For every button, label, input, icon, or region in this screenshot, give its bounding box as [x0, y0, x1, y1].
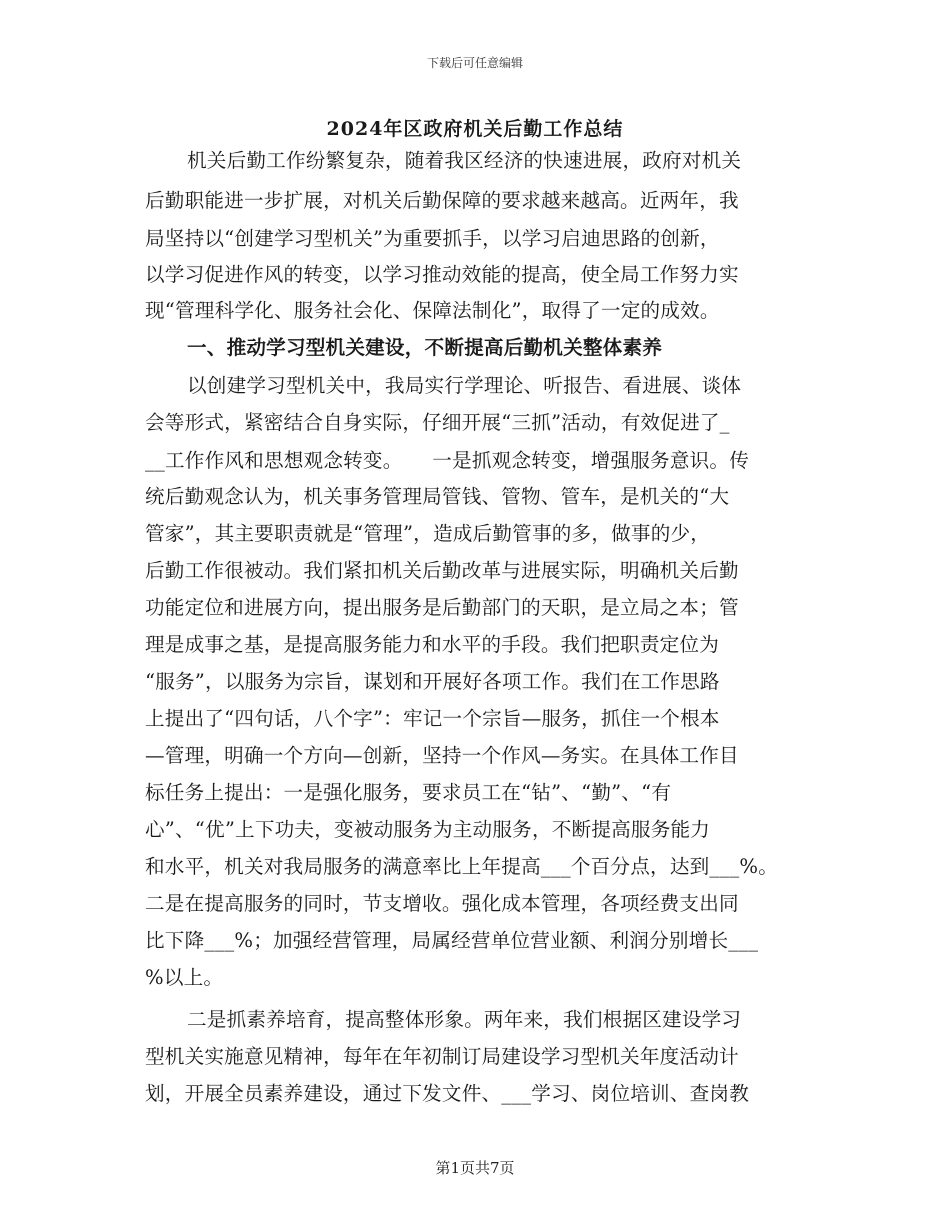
body-line-8: __工作作风和思想观念转变。 一是抓观念转变，增强服务意识。传: [145, 449, 750, 472]
body-line-7: 会等形式，紧密结合自身实际，仔细开展“三抓”活动，有效促进了_: [145, 411, 730, 434]
body-line-19: 和水平，机关对我局服务的满意率比上年提高___个百分点，达到___%。: [145, 855, 779, 878]
body-line-15: 上提出了“四句话，八个字”：牢记一个宗旨—服务，抓住一个根本: [145, 707, 720, 730]
header-note: 下载后可任意编辑: [426, 56, 523, 70]
body-line-20: 二是在提高服务的同时，节支增收。强化成本管理，各项经费支出同: [145, 892, 739, 915]
body-line-3: 局坚持以“创建学习型机关”为重要抓手，以学习启迪思路的创新，: [145, 227, 720, 250]
body-line-17: 标任务上提出：一是强化服务，要求员工在“钻”、“勤”、“有: [145, 781, 672, 804]
body-line-21: 比下降___%；加强经营管理，局属经营单位营业额、利润分别增长___: [145, 929, 759, 952]
body-line-9: 统后勤观念认为，机关事务管理局管钱、管物、管车，是机关的“大: [145, 485, 730, 508]
section-heading-1: 一、推动学习型机关建设，不断提高后勤机关整体素养: [187, 336, 663, 359]
body-line-14: “服务”，以服务为宗旨，谋划和开展好各项工作。我们在工作思路: [145, 670, 720, 693]
body-line-1: 机关后勤工作纷繁复杂，随着我区经济的快速进展，政府对机关: [187, 149, 742, 172]
body-line-25: 划，开展全员素养建设，通过下发文件、___学习、岗位培训、查岗教: [145, 1082, 750, 1105]
body-line-22: %以上。: [145, 966, 224, 989]
body-line-24: 型机关实施意见精神，每年在年初制订局建设学习型机关年度活动计: [145, 1045, 739, 1068]
body-line-11: 后勤工作很被动。我们紧扣机关后勤改革与进展实际，明确机关后勤: [145, 559, 739, 582]
body-line-4: 以学习促进作风的转变，以学习推动效能的提高，使全局工作努力实: [145, 263, 739, 286]
body-line-23: 二是抓素养培育，提高整体形象。两年来，我们根据区建设学习: [187, 1008, 742, 1031]
body-line-2: 后勤职能进一步扩展，对机关后勤保障的要求越来越高。近两年，我: [145, 189, 739, 212]
body-line-10: 管家”，其主要职责就是“管理”，造成后勤管事的多，做事的少，: [145, 522, 711, 545]
body-line-18: 心”、“优”上下功夫，变被动服务为主动服务，不断提高服务能力: [145, 818, 711, 841]
body-line-12: 功能定位和进展方向，提出服务是后勤部门的天职，是立局之本；管: [145, 596, 739, 619]
document-title: 2024年区政府机关后勤工作总结: [326, 118, 624, 140]
body-line-16: —管理，明确一个方向—创新，坚持一个作风—务实。在具体工作目: [145, 744, 739, 767]
page-number: 第1页共7页: [435, 1159, 515, 1177]
body-line-5: 现“管理科学化、服务社会化、保障法制化”，取得了一定的成效。: [145, 299, 720, 322]
body-line-6: 以创建学习型机关中，我局实行学理论、听报告、看进展、谈体: [187, 374, 742, 397]
body-line-13: 理是成事之基，是提高服务能力和水平的手段。我们把职责定位为: [145, 633, 720, 656]
